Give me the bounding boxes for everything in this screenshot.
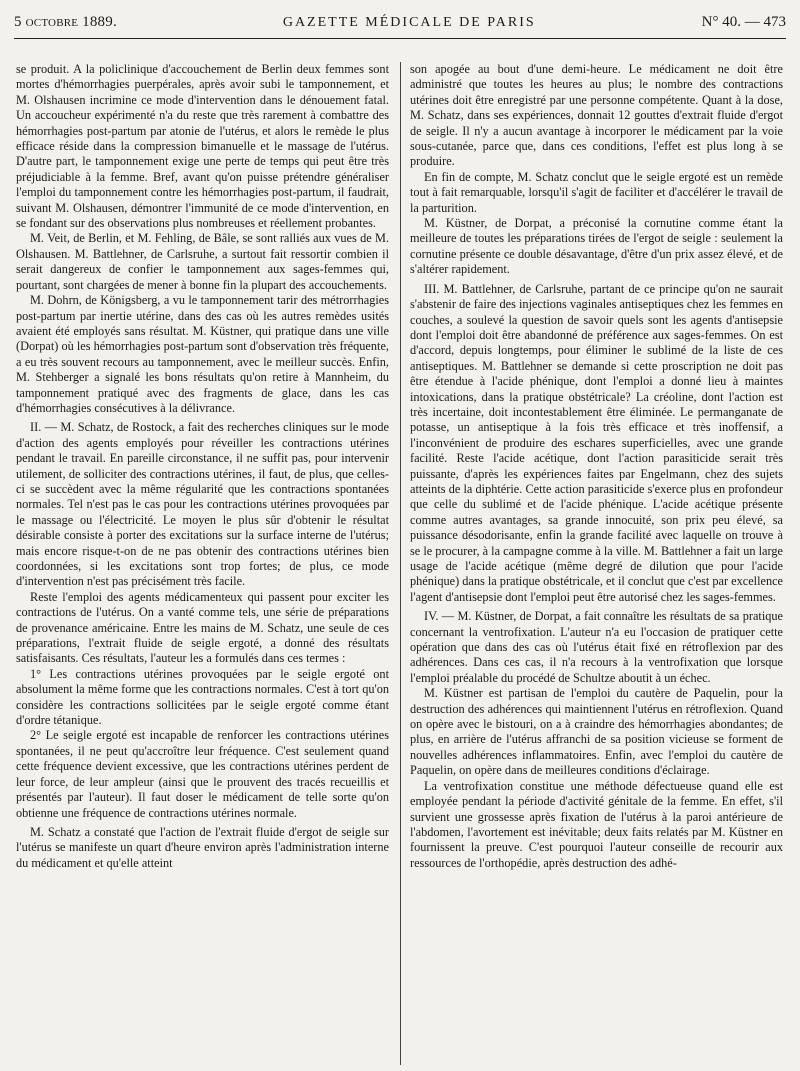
running-header [14, 14, 786, 36]
column-divider [400, 62, 401, 1065]
paragraph: M. Küstner, de Dorpat, a préconisé la cornutine comme étant la meilleure de toutes les préparations tirées de l'ergot de seigle : seulement la cornutine présente ce double désavantage, d'être d'un prix assez élevé, et de s'altérer rapidement. [410, 216, 783, 277]
paragraph: IV. — M. Küstner, de Dorpat, a fait connaître les résultats de sa pratique concernant la ventrofixation. L'auteur n'a eu l'occasion de pratiquer cette opération que dans des cas où l'utérus était fixé en rétroflexion par des adhérences. Dans ces cas, il n'a recours à la ventrofixation que lorsque l'emploi préalable du procédé de Schultze aboutit à un échec. [410, 609, 783, 685]
paragraph: III. M. Battlehner, de Carlsruhe, partant de ce principe qu'on ne saurait s'abstenir de faire des injections vaginales antiseptiques chez les femmes en couches, a soulevé la question de savoir quels sont les agents d'antisepsie dont l'emploi doit être abandonné de préférence aux sages-femmes. On est d'accord, depuis longtemps, pour éliminer le sublimé de la liste de ces antiseptiques. M. Battlehner se demande si cette proscription ne doit pas être étendue à l'acide phénique, dont l'emploi a donné lieu à maintes intoxications, dans la pratique obstétricale? La créoline, dont l'action est très incertaine, doit incontestablement être éliminée. Le permanganate de potasse, un antiseptique à la fois très efficace et très inoffensif, a l'inconvénient de produire des eschares superficielles, avec une grande facilité. Reste l'acide acétique, dont l'action parasiticide serait très puissante, d'après les expériences faites par Engelmann, chez des sujets atteints de la diphtérie. Cette action parasiticide s'exerce plus en profondeur que celle du sublimé et de l'acide phénique. L'acide acétique présente comme autres avantages, sa grande innocuité, son prix peu élevé, sa puissance désodorisante, enfin la grande facilité avec laquelle on trouve à se le procurer, à la campagne comme à la ville. M. Battlehner a fait un large usage de l'acide acétique (même degré de dilution que pour l'acide phénique) dans la pratique obstétricale, et il conclut que c'est par excellence l'agent d'antisepsie dont l'emploi peut être autorisé chez les sages-femmes. [410, 281, 784, 604]
paragraph: II. — M. Schatz, de Rostock, a fait des recherches cliniques sur le mode d'action des agents employés pour réveiller les contractions utérines pendant le travail. En pareille circonstance, il ne suffit pas, pour intervenir utilement, de solliciter des contractions utérines, il faut, de plus, que celles-ci se succèdent avec la même régularité que les contractions spontanées normales. Tel n'est pas le cas pour les contractions utérines provoquées par le massage ou l'électricité. Le moyen le plus sûr d'obtenir le résultat désirable consiste à porter des excitations sur la surface interne de l'utérus; mais encore risque-t-on de ne pas obtenir des contractions utérines bien coordonnées, si les excitations sont trop fortes; de plus, ce mode d'intervention n'est pas précisément très facile. [16, 420, 389, 589]
paragraph: se produit. A la policlinique d'accouchement de Berlin deux femmes sont mortes d'hémorrhagies puerpérales, après avoir subi le tamponnement, et M. Olshausen incrimine ce mode d'intervention dans le dénouement fatal. Un accoucheur expérimenté n'a du reste que très rarement à combattre des hémorrhagies post-partum par atonie de l'utérus, et alors le remède le plus efficace réside dans la compression bimanuelle et le massage de l'utérus. D'autre part, le tamponnement exige une perte de temps qui peut être très préjudiciable à la femme. Bref, avant qu'on puisse prétendre généraliser l'emploi du tamponnement contre les hémorrhagies post-partum, il faudrait, suivant M. Olshausen, démontrer l'immunité de ce mode d'intervention, en se fondant sur des observations plus nombreuses et réellement probantes. [16, 62, 389, 231]
paragraph: Reste l'emploi des agents médicamenteux qui passent pour exciter les contractions de l'utérus. On a vanté comme tels, une série de préparations de provenance américaine. Entre les mains de M. Schatz, une seule de ces préparations, l'extrait fluide de seigle ergoté, a donné des résultats satisfaisants. Ces résultats, l'auteur les a formulés dans ces termes : [16, 589, 389, 666]
issue-date: 5 octobre 1889. [14, 14, 117, 30]
paragraph: 1° Les contractions utérines provoquées par le seigle ergoté ont absolument la même forme que les contractions normales. C'est à tort qu'on considère les contractions sollicitées par le seigle ergoté comme étant d'ordre tétanique. [16, 666, 389, 728]
paragraph: La ventrofixation constitue une méthode défectueuse quand elle est employée pendant la période d'activité génitale de la femme. En effet, s'il survient une grossesse après fixation de l'utérus à la paroi antérieure de l'abdomen, l'avortement est inévitable; deux faits relatés par M. Küstner en fournissent la preuve. C'est pourquoi l'auteur conseille de recourir aux ressources de l'orthopédie, après destruction des adhé- [410, 778, 783, 870]
paragraph: En fin de compte, M. Schatz conclut que le seigle ergoté est un remède tout à fait remarquable, lorsqu'il s'agit de faciliter et d'accélérer le travail de la parturition. [410, 169, 783, 215]
journal-title: GAZETTE MÉDICALE DE PARIS [282, 15, 536, 30]
issue-and-page-number: N° 40. — 473 [701, 14, 786, 30]
paragraph: son apogée au bout d'une demi-heure. Le médicament ne doit être administré que toutes les heures au plus; le nombre des contractions utérines doit être enregistré par une personne compétente. Quant à la dose, M. Schatz, dans ses expériences, donnait 12 gouttes d'extrait fluide d'ergot de seigle. Il n'y a aucun avantage à incorporer le médicament par la voie sous-cutanée, parce que, dans ces conditions, l'effet est plus long à se produire. [410, 62, 783, 169]
paragraph: M. Küstner est partisan de l'emploi du cautère de Paquelin, pour la destruction des adhérences qui maintiennent l'utérus en rétroflexion. Quand on opère avec le bistouri, on a à craindre des hémorrhagies abondantes; de plus, en arrière de l'utérus affranchi de sa position vicieuse se forment de nouvelles adhérences inflammatoires. Enfin, avec l'emploi du cautère de Paquelin, on opère dans de meilleures conditions d'éclairage. [410, 686, 783, 778]
left-column [16, 62, 389, 871]
paragraph: M. Schatz a constaté que l'action de l'extrait fluide d'ergot de seigle sur l'utérus se manifeste un quart d'heure environ après l'administration interne du médicament et qu'elle atteint [16, 824, 389, 870]
right-column [410, 62, 783, 871]
paragraph: 2° Le seigle ergoté est incapable de renforcer les contractions utérines spontanées, il ne peut qu'accroître leur fréquence. C'est seulement quand cette fréquence devient excessive, que les contractions utérines perdent de leur force, de leur ampleur (ainsi que le prouvent des tracés recueillis et présentés par l'auteur). Il faut doser le médicament de telle sorte qu'on obtienne une fréquence de contractions utérines normale. [16, 728, 389, 820]
header-rule [14, 38, 786, 39]
paragraph: M. Dohrn, de Königsberg, a vu le tamponnement tarir des métrorrhagies post-partum par inertie utérine, dans des cas où les autres remèdes usités avaient été employés sans résultat. M. Küstner, qui pratique dans une ville (Dorpat) où les hémorrhagies post-partum sont d'observation très fréquente, a eu très souvent recours au tamponnement, avec le meilleur succès. Enfin, M. Stehberger a signalé les bons résultats qu'on retire à Mannheim, du tamponnement pratiqué avec des fragments de glace, dans les cas d'hémorrhagies consécutives à la délivrance. [16, 293, 389, 415]
paragraph: M. Veit, de Berlin, et M. Fehling, de Bâle, se sont ralliés aux vues de M. Olshausen. M. Battlehner, de Carlsruhe, a surtout fait ressortir combien il serait dangereux de confier le tamponnement aux sages-femmes qui, pourtant, sont chargées de mener à bonne fin la plupart des accouchements. [16, 231, 389, 292]
